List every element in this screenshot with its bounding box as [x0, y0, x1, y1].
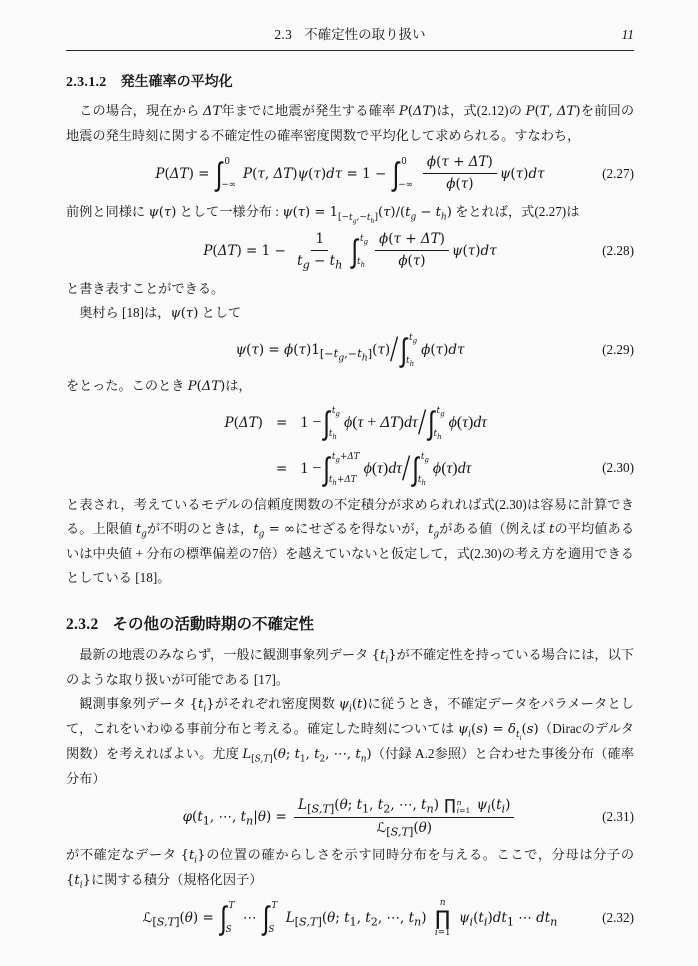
- math-inline: $\psi_i(s) = \delta_{t_i}(s)$: [457, 722, 539, 742]
- math-inline: P(τ, ΔT)ψ(τ)dτ = 1 −: [243, 165, 391, 182]
- product-lower-limit: i=1: [434, 927, 451, 938]
- integral: [393, 156, 418, 192]
- math-inline: $t_g$: [428, 522, 440, 540]
- equation-body: [143, 899, 558, 938]
- equation-number: (2.29): [602, 342, 634, 358]
- math-inline: $\{t_i\}$: [371, 648, 397, 666]
- integral-limits: [356, 233, 368, 269]
- text-run: を前回の地震の発生時刻に関する不確定性の確率密度関数で平均化して求められる。すなわち，: [66, 102, 635, 143]
- math-inline: $L_{[S,T]}(\theta$; $t_1$, $t_2$, ⋯, $t_n$): [298, 797, 444, 816]
- integral-limits: [221, 156, 239, 192]
- math-inline: ℒ$_{[S,T]}$(θ): [376, 819, 433, 839]
- product-lower-limit: i=1: [456, 805, 471, 815]
- equation-number: (2.28): [602, 242, 634, 258]
- integral-limits: [433, 405, 445, 441]
- text-run: がそれぞれ密度関数: [214, 696, 339, 712]
- math-inline: ϕ(τ + ΔT): [379, 230, 445, 247]
- heading-title: 発生確率の平均化: [120, 72, 233, 89]
- math-inline: P(T, ΔT): [525, 103, 581, 119]
- equation-body: [213, 402, 488, 490]
- math-inline: P(ΔT): [224, 415, 263, 432]
- math-inline: ψ(τ): [170, 306, 199, 322]
- text-run: がある値（例えば: [439, 521, 549, 537]
- text-run: 奥村ら [18]は，: [79, 305, 171, 321]
- equation-body: [155, 154, 544, 194]
- math-inline: $t_g - t_h$: [297, 253, 343, 273]
- product-upper-limit: n: [456, 798, 462, 808]
- paragraph: [66, 692, 634, 791]
- equation-2-29: [66, 329, 634, 371]
- integral: [400, 332, 419, 368]
- equation-rhs: [300, 402, 488, 444]
- equation-body: [203, 231, 496, 271]
- integral-sign: ∫: [351, 232, 358, 270]
- equation-row: [213, 402, 488, 444]
- math-inline: P(ΔT): [398, 103, 437, 119]
- integral: [323, 451, 361, 487]
- text-run: と表され，考えているモデルの信頼度関数の不定積分が求められれば式(2.30)は容易に計算できる。上限値: [66, 497, 634, 537]
- product-sign: ∏: [444, 796, 456, 815]
- integral-limits: [417, 451, 429, 487]
- math-inline: P(ΔT) = 1 −: [203, 242, 291, 259]
- fraction: [293, 231, 346, 271]
- text-run: の位置の確からしさを示す同時分布を与える。ここで，分母は分子の: [205, 847, 635, 863]
- integral-upper-limit: $t_g$: [436, 406, 445, 418]
- integral-sign: ∫: [215, 154, 223, 193]
- math-inline: ψ(τ)dτ: [499, 165, 545, 182]
- math-inline: 1 −: [300, 414, 322, 432]
- integral-sign: ∫: [412, 450, 419, 488]
- integral-sign: ∫: [220, 899, 227, 938]
- math-inline: P(ΔT) =: [155, 165, 214, 182]
- heading-title: その他の活動時期の不確定性: [112, 616, 315, 634]
- integral-sign: ∫: [323, 404, 330, 442]
- equation-body: [183, 797, 518, 837]
- fraction-numerator: [311, 231, 328, 252]
- integral-upper-limit: $t_g+\Delta T$: [331, 452, 360, 464]
- math-inline: 1: [315, 230, 325, 247]
- paragraph: [66, 200, 634, 225]
- integral-upper-limit: 0: [224, 156, 230, 167]
- fraction: [375, 231, 449, 271]
- integral-sign: ∫: [262, 899, 270, 938]
- integral-lower-limit: $t_h$: [406, 356, 415, 368]
- integral-upper-limit: $t_g$: [359, 233, 368, 246]
- text-run: に関する積分（規格化因子）: [90, 872, 263, 888]
- equals-sign: =: [275, 461, 288, 478]
- equation-number: (2.27): [602, 165, 634, 181]
- integral: [323, 405, 342, 441]
- fraction-numerator: [375, 231, 449, 252]
- product-upper-limit: n: [439, 898, 446, 909]
- text-run: （Diracのデルタ関数）を考えればよい。尤度: [66, 721, 634, 762]
- fraction-denominator: [394, 251, 429, 271]
- fraction-numerator: [423, 154, 497, 175]
- product: [435, 899, 451, 938]
- integral-upper-limit: 0: [401, 156, 407, 167]
- text-run: （付録 A.2参照）と合わせた事後分布（確率分布）: [66, 746, 634, 787]
- integral-upper-limit: $t_g$: [420, 452, 429, 464]
- equation-rhs: [300, 448, 472, 490]
- math-inline: $\psi(\tau) = \phi(\tau)1_{[-t_g,-t_h]}(\tau)$: [235, 341, 391, 364]
- text-run: が不明のときは，: [146, 521, 254, 537]
- heading-number: 2.3.1.2: [66, 74, 107, 90]
- integral-limits: [328, 405, 340, 441]
- integral-sign: ∫: [400, 331, 408, 369]
- fraction-numerator: [294, 797, 514, 818]
- text-run: として: [198, 305, 242, 321]
- math-inline: ϕ(τ)dτ: [363, 460, 402, 478]
- integral-sign: ∫: [427, 404, 435, 442]
- text-run: は，: [225, 378, 252, 394]
- text-run: 年までに地震が発生する確率: [221, 102, 399, 118]
- text-run: が不確定なデータ: [66, 847, 181, 863]
- equation-number: (2.32): [602, 910, 634, 926]
- integral-sign: ∫: [392, 154, 400, 193]
- fraction: [423, 154, 497, 194]
- integral-lower-limit: S: [268, 924, 275, 935]
- big-slash: /: [417, 402, 426, 444]
- integral: [351, 233, 370, 269]
- fraction-denominator: [372, 818, 436, 838]
- text-run: が不確定性を持っている場合には，以下のような取り扱いが可能である [17]。: [66, 647, 634, 688]
- math-inline: 1 −: [300, 460, 322, 478]
- math-inline: $L_{[S,T]}(\theta$; $t_1$, $t_2$, ⋯, $t_n$): [242, 747, 372, 765]
- integral-limits: [398, 156, 416, 192]
- math-inline: $\psi_i(t_i)$: [476, 797, 511, 816]
- integral-limits: [268, 900, 278, 936]
- text-run: は，式(2.12)の: [436, 102, 526, 118]
- fraction-denominator: [442, 174, 477, 194]
- text-run: をとった。このとき: [66, 378, 188, 394]
- text-run: をとれば，式(2.27)は: [451, 203, 580, 219]
- text-run: にせざるを得ないが，: [295, 521, 429, 537]
- math-inline: ϕ(τ)dτ: [448, 414, 488, 432]
- math-inline: ψ(τ)dτ: [451, 242, 497, 259]
- header-section-number: 2.3: [274, 27, 293, 42]
- integral: [216, 156, 241, 192]
- math-inline: ϕ(τ + ΔT): [426, 153, 493, 170]
- math-inline: ϕ(τ)dτ: [432, 460, 472, 478]
- heading-number: 2.3.2: [66, 616, 99, 634]
- integral-lower-limit: $t_h$: [356, 257, 366, 269]
- math-inline: $\varphi(t_1$, ⋯, $t_n|\theta$) =: [182, 809, 292, 828]
- equation-2-27: [66, 154, 634, 194]
- integral-limits: [225, 900, 235, 936]
- math-inline: ϕ(τ): [398, 253, 426, 270]
- paragraph: [66, 643, 634, 692]
- text-run: に従うとき，不確定データをパラメータとして，これをいわゆる事前分布と考える。確定した時刻については: [66, 696, 635, 737]
- equation-body: [235, 329, 465, 371]
- header-section-title: 不確定性の取り扱い: [304, 27, 426, 42]
- integral-upper-limit: T: [271, 901, 278, 912]
- paragraph: [66, 301, 634, 326]
- integral: [412, 451, 431, 487]
- math-inline: ϕ(τ): [446, 176, 474, 193]
- math-inline: $t_g$: [135, 522, 147, 540]
- heading-2-3-2: [66, 612, 634, 634]
- math-inline: ΔT: [203, 103, 222, 119]
- equation-lhs: [213, 415, 263, 431]
- integral-limits: [406, 332, 418, 368]
- equals-sign: =: [275, 415, 288, 432]
- integral-lower-limit: $t_h+\Delta T$: [328, 475, 357, 487]
- big-slash: /: [401, 448, 411, 490]
- math-inline: ϕ(τ + ΔT)dτ: [343, 414, 418, 432]
- text-run: この場合，現在から: [79, 102, 204, 118]
- equation-2-31: [66, 797, 634, 837]
- integral-lower-limit: $t_h$: [328, 429, 337, 441]
- integral-lower-limit: −∞: [398, 180, 413, 191]
- text-run: と書き表すことができる。: [66, 281, 225, 297]
- integral-lower-limit: −∞: [221, 180, 237, 191]
- math-inline: $\psi_i(t)$: [338, 697, 368, 715]
- heading-2-3-1-2: [66, 71, 634, 91]
- text-run: の平均値あるいは中央値 + 分布の標準偏差の7倍）を越えていないと仮定して，式(2.30)の考え方を適用できるとしている [18]。: [66, 521, 635, 586]
- math-inline: $L_{[S,T]}(\theta$; $t_1$, $t_2$, ⋯, $t_n$): [285, 910, 431, 930]
- math-inline: $\psi(\tau) = 1_{[-t_g,-t_h]}(\tau)/(t_g - t_h)$: [282, 204, 452, 225]
- equation-2-30: [66, 402, 634, 490]
- math-inline: $\psi_i(t_i)dt_1$ ⋯ $dt_n$: [458, 910, 558, 930]
- math-inline: $\{t_i\}$: [189, 697, 215, 715]
- paragraph: [66, 277, 634, 301]
- integral: [263, 900, 280, 936]
- text-run: 最新の地震のみならず，一般に観測事象列データ: [79, 647, 372, 663]
- equation-number: (2.31): [602, 809, 634, 825]
- math-inline: $\{t_i\}$: [180, 848, 206, 866]
- equation-row: [213, 448, 487, 490]
- equation-2-32: [66, 899, 634, 938]
- integral: [220, 900, 237, 936]
- math-inline: ℒ$_{[S,T]}$(θ) =: [142, 910, 219, 930]
- equation-2-28: [66, 231, 634, 271]
- integral-lower-limit: $t_h$: [417, 475, 426, 487]
- math-inline: ψ(τ): [148, 204, 177, 220]
- equation-number: (2.30): [602, 460, 634, 476]
- fraction-denominator: [293, 251, 346, 271]
- text-run: 前例と同様に: [66, 203, 149, 219]
- product-sign: ∏: [435, 905, 451, 930]
- math-inline: ⋯: [238, 910, 261, 927]
- math-inline: $t_g$ = ∞: [253, 522, 296, 540]
- product-inline: [444, 797, 471, 814]
- text-run: 観測事象列データ: [79, 696, 190, 712]
- integral-upper-limit: T: [228, 901, 235, 912]
- paragraph: [66, 99, 634, 148]
- big-slash: /: [390, 329, 399, 371]
- integral-upper-limit: $t_g$: [409, 333, 418, 345]
- integral-sign: ∫: [323, 450, 330, 488]
- paragraph: [66, 843, 634, 893]
- integral-lower-limit: $t_h$: [433, 429, 442, 441]
- paragraph: [66, 374, 634, 399]
- fraction: [294, 797, 514, 837]
- math-inline: ϕ(τ)dτ: [421, 342, 465, 359]
- integral-lower-limit: S: [225, 924, 232, 935]
- page-number: 11: [621, 27, 634, 42]
- math-inline: P(ΔT): [187, 379, 226, 395]
- math-inline: $\{t_i\}$: [66, 873, 91, 891]
- integral-limits: [328, 451, 360, 487]
- integral-upper-limit: $t_g$: [331, 406, 340, 418]
- product-limits: [457, 797, 471, 814]
- page-header: [66, 28, 634, 51]
- math-inline: t: [548, 522, 555, 538]
- paragraph: [66, 493, 634, 590]
- integral: [428, 405, 447, 441]
- text-run: として一様分布 :: [176, 203, 283, 219]
